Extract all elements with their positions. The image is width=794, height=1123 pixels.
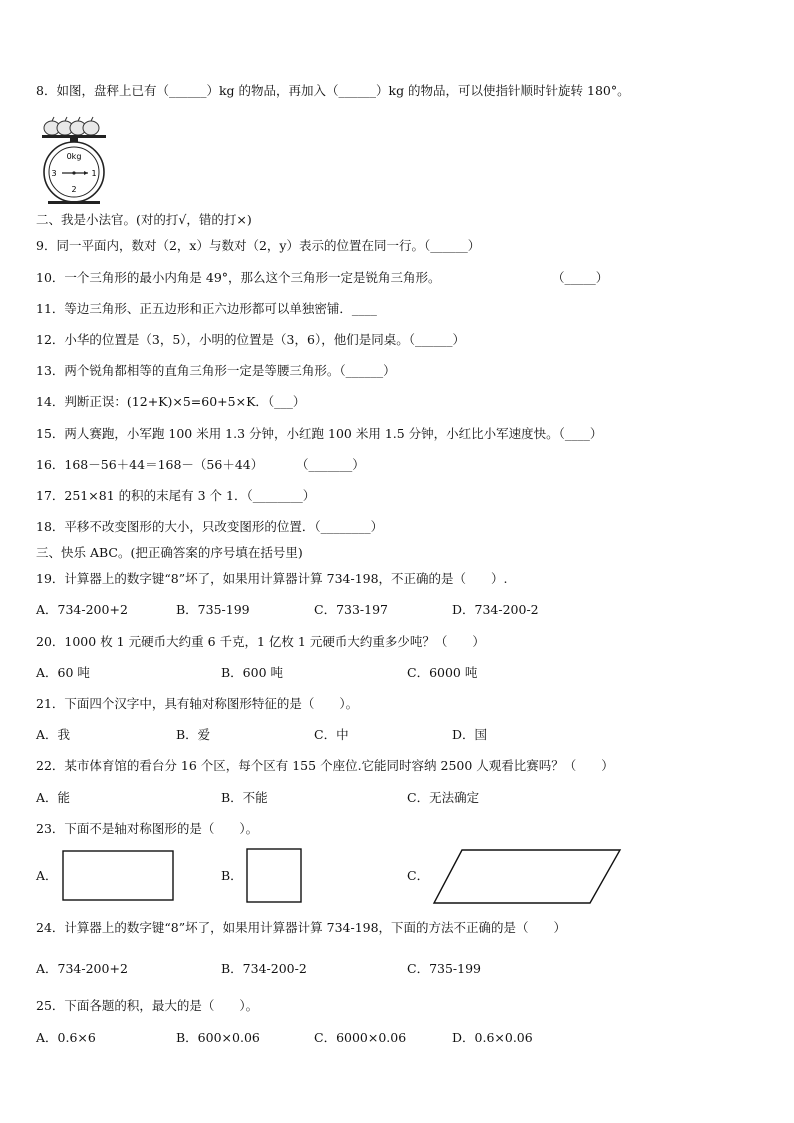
question-11: 11．等边三角形、正五边形和正六边形都可以单独密铺．____ [36, 301, 377, 316]
q23-rectangle-shape [62, 850, 176, 902]
q23-option-a[interactable]: A． [36, 868, 58, 883]
question-19: 19．计算器上的数字键“8”坏了，如果用计算器计算 734-198，不正确的是（ ）. [36, 571, 508, 586]
dial-left-label: 3 [51, 169, 57, 178]
question-18: 18．平移不改变图形的大小，只改变图形的位置．（________） [36, 519, 384, 534]
q25-option-c[interactable]: C．6000×0.06 [314, 1030, 407, 1045]
scale-figure [40, 114, 120, 206]
question-13: 13．两个锐角都相等的直角三角形一定是等腰三角形。（______） [36, 363, 396, 378]
question-16-blank: （_______） [296, 457, 365, 472]
q24-option-a[interactable]: A．734-200+2 [36, 961, 128, 976]
apples-icon [44, 117, 99, 135]
question-24: 24．计算器上的数字键“8”坏了，如果用计算器计算 734-198，下面的方法不正确的是（ ） [36, 920, 567, 935]
question-23: 23．下面不是轴对称图形的是（ ）。 [36, 821, 259, 836]
q21-option-c[interactable]: C．中 [314, 727, 349, 742]
q20-option-b[interactable]: B．600 吨 [221, 665, 284, 680]
q22-option-a[interactable]: A．能 [36, 790, 71, 805]
scale-pan [42, 135, 106, 138]
question-8: 8．如图，盘秤上已有（______）kg 的物品，再加入（______）kg 的物品，可以使指针顺时针旋转 180°。 [36, 83, 630, 98]
question-22: 22．某市体育馆的看台分 16 个区，每个区有 155 个座位.它能同时容纳 2500 人观看比赛吗？（ ） [36, 758, 614, 773]
q22-option-b[interactable]: B．不能 [221, 790, 268, 805]
q21-option-d[interactable]: D．国 [452, 727, 488, 742]
q19-option-c[interactable]: C．733-197 [314, 602, 389, 617]
question-20: 20．1000 枚 1 元硬币大约重 6 千克，1 亿枚 1 元硬币大约重多少吨？（ ） [36, 634, 485, 649]
q23-option-c[interactable]: C． [407, 868, 430, 883]
question-16: 16．168－56＋44＝168－（56＋44） [36, 457, 264, 472]
question-21: 21．下面四个汉字中，具有轴对称图形特征的是（ ）。 [36, 696, 359, 711]
question-9: 9．同一平面内，数对（2，x）与数对（2，y）表示的位置在同一行。（______） [36, 238, 481, 253]
q23-parallelogram-shape [432, 848, 624, 906]
q20-option-a[interactable]: A．60 吨 [36, 665, 90, 680]
question-10: 10．一个三角形的最小内角是 49°，那么这个三角形一定是锐角三角形。 [36, 270, 441, 285]
question-25: 25．下面各题的积，最大的是（ ）。 [36, 998, 259, 1013]
q25-option-a[interactable]: A．0.6×6 [36, 1030, 96, 1045]
question-17: 17．251×81 的积的末尾有 3 个 1．（________） [36, 488, 316, 503]
q19-option-b[interactable]: B．735-199 [176, 602, 250, 617]
q24-option-b[interactable]: B．734-200-2 [221, 961, 307, 976]
q23-option-b[interactable]: B． [221, 868, 243, 883]
q24-option-c[interactable]: C．735-199 [407, 961, 482, 976]
q25-option-b[interactable]: B．600×0.06 [176, 1030, 260, 1045]
q19-option-d[interactable]: D．734-200-2 [452, 602, 539, 617]
dial-bottom-label: 2 [71, 185, 77, 194]
q21-option-a[interactable]: A．我 [36, 727, 71, 742]
question-10-blank: （_____） [552, 270, 609, 285]
q19-option-a[interactable]: A．734-200+2 [36, 602, 128, 617]
question-14: 14．判断正误：(12+K)×5=60+5×K．（___） [36, 394, 306, 409]
q20-option-c[interactable]: C．6000 吨 [407, 665, 478, 680]
scale-base [48, 201, 100, 204]
question-12: 12．小华的位置是（3，5），小明的位置是（3，6），他们是同桌。（______） [36, 332, 465, 347]
q21-option-b[interactable]: B．爱 [176, 727, 211, 742]
q22-option-c[interactable]: C．无法确定 [407, 790, 480, 805]
section-3-title: 三、快乐 ABC。(把正确答案的序号填在括号里) [36, 545, 303, 560]
dial-right-label: 1 [91, 169, 97, 178]
q23-square-shape [246, 848, 304, 904]
question-15: 15．两人赛跑，小军跑 100 米用 1.3 分钟，小红跑 100 米用 1.5 分钟，小红比小军速度快。（____） [36, 426, 603, 441]
section-2-title: 二、我是小法官。(对的打√，错的打×) [36, 212, 252, 227]
dial-zero-label: 0kg [66, 152, 82, 161]
q25-option-d[interactable]: D．0.6×0.06 [452, 1030, 533, 1045]
